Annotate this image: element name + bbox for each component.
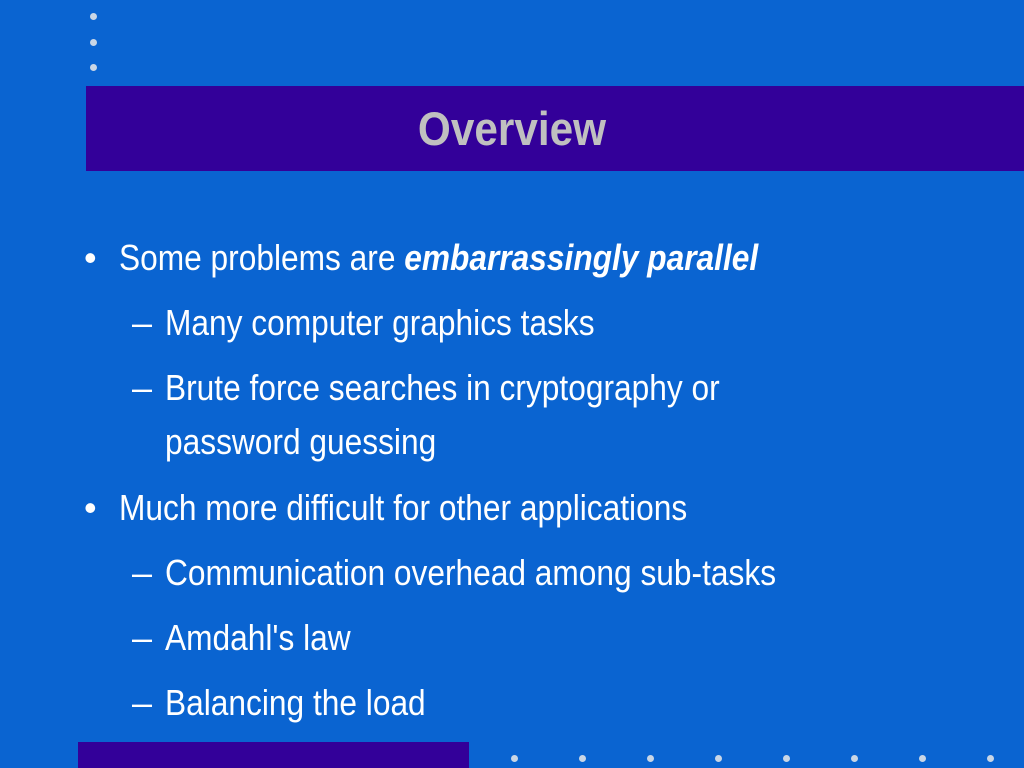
subitem-marker: – [132, 682, 153, 723]
subitem-text-continued: password guessing [165, 421, 437, 462]
subitem-marker: – [132, 552, 153, 593]
subitem-text: Brute force searches in cryptography or [165, 367, 720, 408]
decorative-dot [647, 755, 654, 762]
bullet-marker: • [84, 487, 97, 528]
decorative-dot [987, 755, 994, 762]
subitem-text: Many computer graphics tasks [165, 302, 595, 343]
decorative-dot [851, 755, 858, 762]
bullet-marker: • [84, 237, 97, 278]
footer-band [78, 742, 469, 768]
bullet-text: Much more difficult for other applications [119, 487, 688, 528]
decorative-dot [715, 755, 722, 762]
subitem-text: Communication overhead among sub-tasks [165, 552, 777, 593]
subitem-marker: – [132, 617, 153, 658]
subitem-text: Balancing the load [165, 682, 426, 723]
slide-title: Overview [417, 102, 607, 155]
bullet-item [119, 237, 758, 279]
decorative-dot [511, 755, 518, 762]
decorative-dot [579, 755, 586, 762]
bullet-text: Some problems are [119, 237, 405, 278]
bullet-emphasis: embarrassingly parallel [404, 237, 759, 278]
decorative-dot [919, 755, 926, 762]
decorative-dot [783, 755, 790, 762]
subitem-marker: – [132, 367, 153, 408]
subitem-text: Amdahl's law [165, 617, 351, 658]
subitem-marker: – [132, 302, 153, 343]
